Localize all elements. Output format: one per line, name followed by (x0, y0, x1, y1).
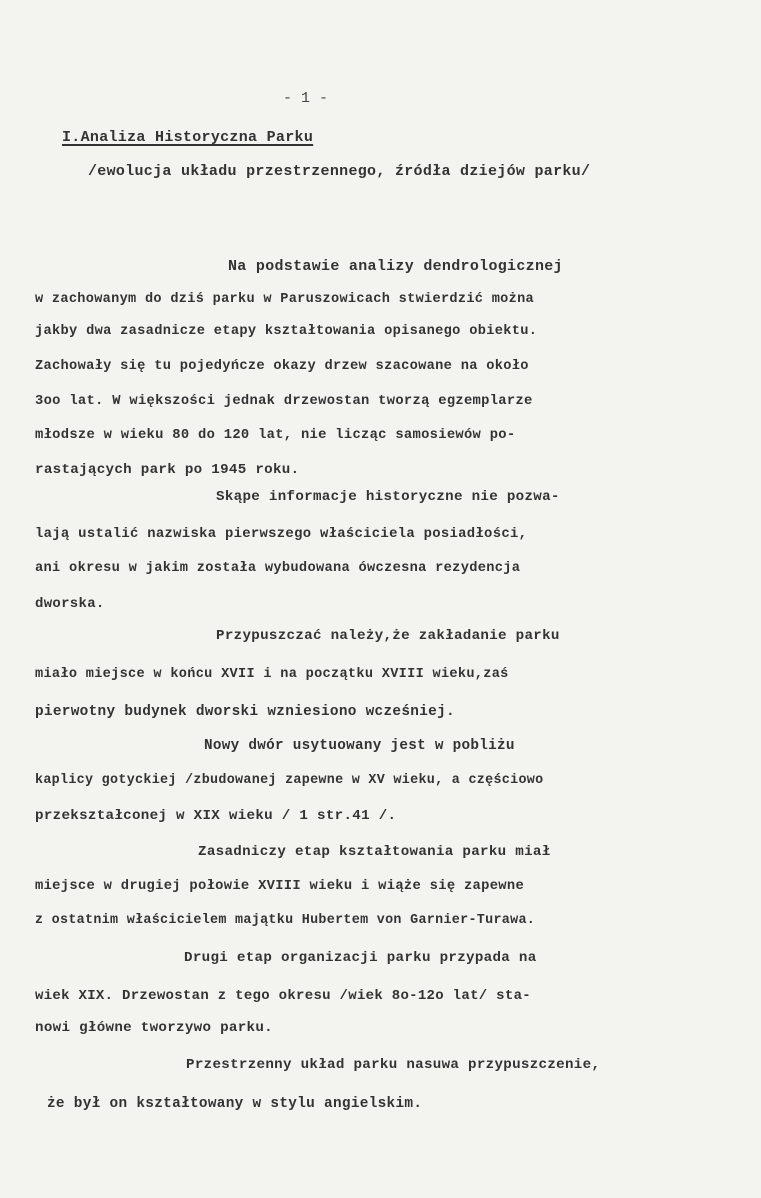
text-line: że był on kształtowany w stylu angielskim. (47, 1096, 423, 1112)
text-line: w zachowanym do dziś parku w Paruszowicach stwierdzić można (35, 292, 534, 307)
text-line: miejsce w drugiej połowie XVIII wieku i wiąże się zapewne (35, 879, 525, 894)
text-line: Przypuszczać należy,że zakładanie parku (216, 628, 560, 644)
text-line: z ostatnim właścicielem majątku Hubertem von Garnier-Turawa. (35, 913, 536, 928)
text-line: lają ustalić nazwiska pierwszego właściciela posiadłości, (35, 526, 528, 542)
text-line: pierwotny budynek dworski wzniesiono wcześniej. (35, 704, 455, 720)
text-line: Drugi etap organizacji parku przypada na (184, 950, 537, 966)
text-line: Na podstawie analizy dendrologicznej (228, 258, 563, 275)
text-line: ani okresu w jakim została wybudowana ówczesna rezydencja (35, 561, 521, 576)
text-line: Zasadniczy etap kształtowania parku miał (198, 844, 551, 860)
text-line: młodsze w wieku 80 do 120 lat, nie licząc samosiewów po- (35, 428, 516, 443)
text-line: rastających park po 1945 roku. (35, 462, 300, 478)
text-line: Nowy dwór usytuowany jest w pobliżu (204, 738, 515, 754)
text-line: 3oo lat. W większości jednak drzewostan tworzą egzemplarze (35, 394, 533, 409)
text-line: przekształconej w XIX wieku / 1 str.41 /. (35, 808, 397, 824)
page-number: - 1 - (283, 90, 329, 107)
text-line: dworska. (35, 596, 105, 612)
section-heading: I.Analiza Historyczna Parku (62, 129, 314, 146)
text-line: wiek XIX. Drzewostan z tego okresu /wiek 8o-12o lat/ sta- (35, 988, 531, 1004)
text-line: kaplicy gotyckiej /zbudowanej zapewne w XV wieku, a częściowo (35, 773, 544, 788)
text-line: nowi główne tworzywo parku. (35, 1020, 273, 1036)
text-line: Zachowały się tu pojedyńcze okazy drzew szacowane na około (35, 359, 529, 374)
section-subheading: /ewolucja układu przestrzennego, źródła dziejów parku/ (88, 163, 591, 180)
text-line: jakby dwa zasadnicze etapy kształtowania opisanego obiektu. (35, 324, 538, 339)
text-line: Przestrzenny układ parku nasuwa przypuszczenie, (186, 1057, 601, 1073)
text-line: miało miejsce w końcu XVII i na początku XVIII wieku,zaś (35, 667, 509, 682)
text-line: Skąpe informacje historyczne nie pozwa- (216, 489, 560, 505)
